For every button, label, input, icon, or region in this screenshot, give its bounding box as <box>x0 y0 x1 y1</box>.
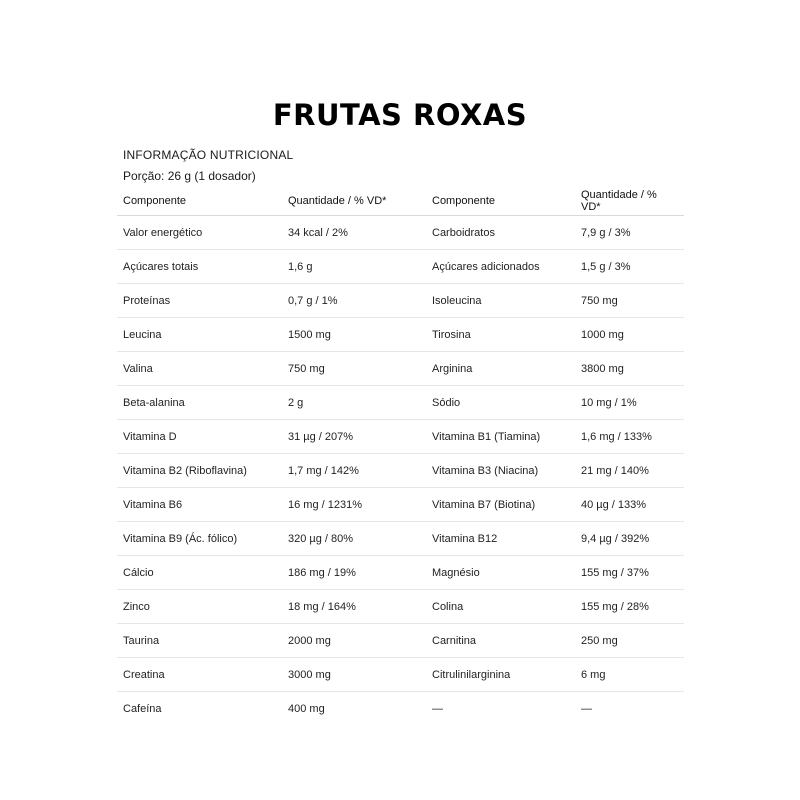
cell-quantity-left: 400 mg <box>288 702 325 715</box>
table-row <box>117 590 684 624</box>
cell-quantity-right: 3800 mg <box>575 352 684 386</box>
header-quantity-right: Quantidade / % VD* <box>575 187 684 216</box>
cell-component-left: Leucina <box>117 318 282 352</box>
cell-component-left: Valina <box>117 352 282 386</box>
header-component-right: Componente <box>426 187 575 216</box>
cell-component-right: Carboidratos <box>426 216 575 250</box>
cell-component-right: Tirosina <box>426 318 575 352</box>
cell-component-left: Vitamina D <box>117 420 282 454</box>
cell-quantity-right: 7,9 g / 3% <box>575 216 684 250</box>
cell-component-left: Vitamina B2 (Riboflavina) <box>117 454 282 488</box>
cell-quantity-left: 1500 mg <box>282 318 426 352</box>
table-row <box>117 692 684 726</box>
cell-quantity-left: 186 mg / 19% <box>282 556 426 590</box>
cell-component-right: Vitamina B1 (Tiamina) <box>426 420 575 454</box>
cell-quantity-right: 6 mg <box>575 658 684 692</box>
table-row <box>117 556 684 590</box>
cell-quantity-right: 1,6 mg / 133% <box>575 420 684 454</box>
portion-size: Porção: 26 g (1 dosador) <box>123 169 256 183</box>
cell-quantity-left: 31 µg / 207% <box>282 420 426 454</box>
nutrition-table-body <box>117 216 684 726</box>
table-row <box>117 658 684 692</box>
cell-quantity-left: 34 kcal / 2% <box>282 216 426 250</box>
cell-quantity-right: 750 mg <box>575 284 684 318</box>
cell-component-right: — <box>432 702 443 715</box>
cell-component-right: Açúcares adicionados <box>426 250 575 284</box>
cell-quantity-right: — <box>581 702 592 715</box>
cell-component-right: Vitamina B12 <box>426 522 575 556</box>
table-row <box>117 284 684 318</box>
cell-component-right: Colina <box>426 590 575 624</box>
cell-component-left: Zinco <box>117 590 282 624</box>
table-row <box>117 352 684 386</box>
table-row <box>117 216 684 250</box>
cell-quantity-right: 40 µg / 133% <box>575 488 684 522</box>
cell-component-right: Isoleucina <box>426 284 575 318</box>
cell-component-left: Vitamina B9 (Ác. fólico) <box>117 522 282 556</box>
table-header-row <box>117 187 684 216</box>
cell-quantity-right: 21 mg / 140% <box>575 454 684 488</box>
cell-component-right: Arginina <box>426 352 575 386</box>
nutrition-table <box>117 187 684 725</box>
cell-quantity-left: 1,7 mg / 142% <box>282 454 426 488</box>
cell-component-left: Cafeína <box>123 702 162 715</box>
cell-component-left: Vitamina B6 <box>117 488 282 522</box>
nutrition-table-container <box>117 187 684 725</box>
cell-component-right: Sódio <box>426 386 575 420</box>
cell-quantity-left: 3000 mg <box>282 658 426 692</box>
cell-quantity-right: 9,4 µg / 392% <box>575 522 684 556</box>
cell-quantity-left: 750 mg <box>282 352 426 386</box>
cell-component-right: Vitamina B7 (Biotina) <box>426 488 575 522</box>
cell-quantity-left: 0,7 g / 1% <box>282 284 426 318</box>
cell-quantity-left: 1,6 g <box>282 250 426 284</box>
cell-component-left: Cálcio <box>117 556 282 590</box>
cell-component-left: Beta-alanina <box>117 386 282 420</box>
table-row <box>117 488 684 522</box>
cell-component-left: Proteínas <box>117 284 282 318</box>
cell-quantity-right: 155 mg / 28% <box>575 590 684 624</box>
cell-quantity-left: 320 µg / 80% <box>282 522 426 556</box>
cell-quantity-left: 2 g <box>282 386 426 420</box>
header-quantity-left: Quantidade / % VD* <box>282 187 426 216</box>
cell-quantity-left: 18 mg / 164% <box>282 590 426 624</box>
table-row <box>117 318 684 352</box>
cell-component-right: Magnésio <box>426 556 575 590</box>
header-component-left: Componente <box>117 187 282 216</box>
cell-quantity-left: 2000 mg <box>282 624 426 658</box>
cell-quantity-right: 10 mg / 1% <box>575 386 684 420</box>
cell-component-left: Taurina <box>117 624 282 658</box>
cell-component-right: Carnitina <box>426 624 575 658</box>
table-row <box>117 420 684 454</box>
cell-quantity-right: 1000 mg <box>575 318 684 352</box>
cell-component-left: Valor energético <box>117 216 282 250</box>
table-row <box>117 250 684 284</box>
nutrition-heading: INFORMAÇÃO NUTRICIONAL <box>123 148 294 162</box>
table-row <box>117 522 684 556</box>
table-row <box>117 386 684 420</box>
product-title: FRUTAS ROXAS <box>272 98 528 132</box>
cell-quantity-right: 250 mg <box>575 624 684 658</box>
cell-component-left: Creatina <box>117 658 282 692</box>
cell-quantity-right: 155 mg / 37% <box>575 556 684 590</box>
cell-quantity-right: 1,5 g / 3% <box>575 250 684 284</box>
table-row <box>117 454 684 488</box>
cell-component-right: Citrulinilarginina <box>426 658 575 692</box>
table-row <box>117 624 684 658</box>
cell-component-right: Vitamina B3 (Niacina) <box>426 454 575 488</box>
cell-component-left: Açúcares totais <box>117 250 282 284</box>
cell-quantity-left: 16 mg / 1231% <box>282 488 426 522</box>
